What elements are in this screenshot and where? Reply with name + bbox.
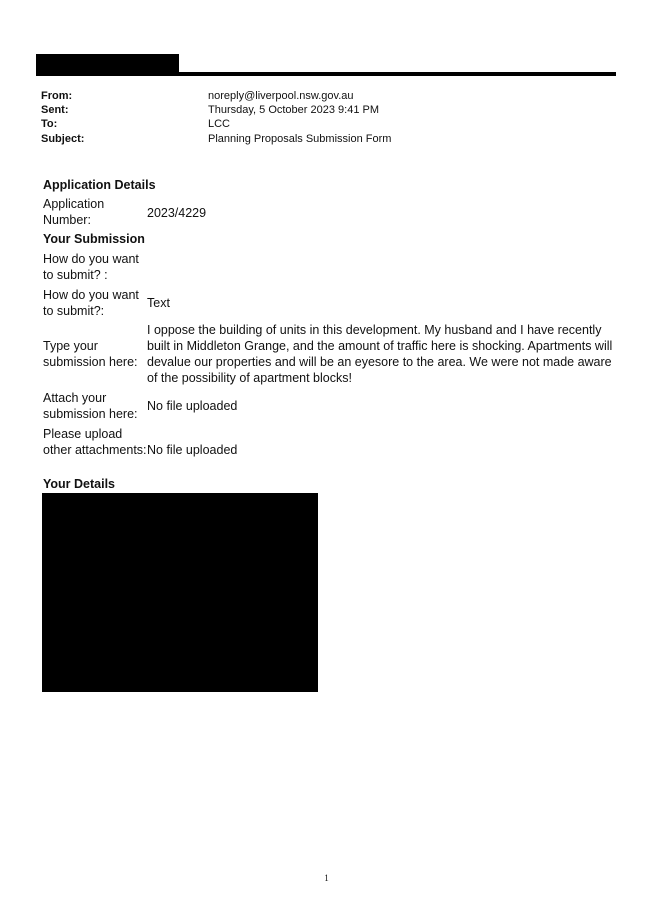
redaction-box-details [42, 493, 318, 692]
your-submission-heading: Your Submission [43, 232, 145, 246]
submission-text: I oppose the building of units in this development. My husband and I have recently built in Middleton Grange, and the amount of traffic here is shocking. Apartments will devalue our properties and will be an eyesore to the area. We were not made aware of the possibility of apartment blocks! [147, 323, 613, 385]
other-attachments-label: Please upload other attachments: [43, 427, 147, 457]
from-label: From: [41, 90, 73, 102]
sent-label: Sent: [41, 104, 69, 116]
application-details-heading: Application Details [43, 178, 156, 192]
page-number: 1 [324, 873, 329, 883]
from-value: noreply@liverpool.nsw.gov.au [208, 90, 354, 102]
how-to-submit-label-2: How do you want to submit?: [43, 288, 139, 318]
sent-value: Thursday, 5 October 2023 9:41 PM [208, 104, 379, 116]
to-value: LCC [208, 118, 231, 130]
to-label: To: [41, 118, 58, 130]
type-submission-label: Type your submission here: [43, 339, 138, 369]
attach-submission-value: No file uploaded [147, 399, 238, 413]
subject-value: Planning Proposals Submission Form [208, 133, 392, 145]
header-rule [36, 72, 616, 76]
how-to-submit-value-2: Text [147, 296, 170, 310]
subject-label: Subject: [41, 133, 85, 145]
application-number-value: 2023/4229 [147, 206, 207, 220]
other-attachments-value: No file uploaded [147, 443, 238, 457]
redaction-box-header [36, 54, 179, 72]
attach-submission-label: Attach your submission here: [43, 391, 138, 421]
how-to-submit-label-1: How do you want to submit? : [43, 252, 139, 282]
your-details-heading: Your Details [43, 477, 116, 491]
application-number-label: Application Number: [43, 197, 105, 227]
